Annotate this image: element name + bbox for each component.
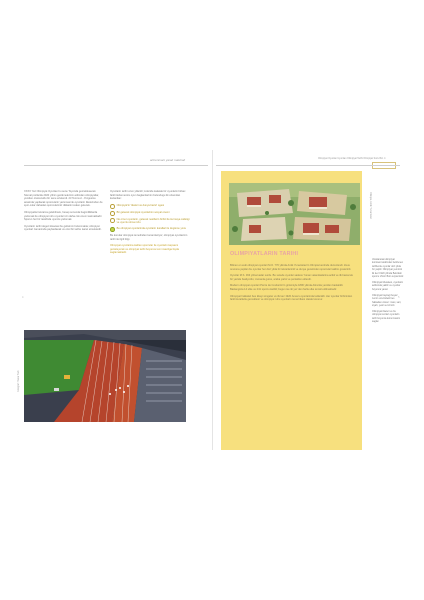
- paragraph: Oyunlarin tarihi degeri kisacasi bu gelisimin bulunmakta; olimpiyat oyunlari zamaninda paylasilacak ve ozel bir tarihe isaret etmektedir.: [24, 224, 102, 232]
- bullet-item: Bir gelecek olimpiyat oyunlarinin sosyal onemi: [110, 211, 190, 216]
- paragraph: Olimpiyat oyunlarina katilan sporcular ile oyunlarin kapsami genisleyerek ve olimpiyat tarihi boyunca tum insanliga fayda saglamaktadir.: [110, 244, 179, 255]
- paragraph: Uluslararasi olimpiyat komitesi tarafindan belirlenen tarihlerde oyunlar dort yilda bir yapilir. Olimpiyat yeminini ilk kez 1920 yilinda Belcikali sporcu Victor Boin soylemistir.: [372, 258, 404, 279]
- left-column-2: [110, 190, 190, 310]
- right-sidebar-column: [372, 258, 404, 326]
- stadium-photo: [24, 330, 186, 422]
- header-rule-left: [24, 165, 208, 166]
- illustration-caption: Olimpia, Antik Yunanistan: [369, 192, 372, 220]
- bullet-item: Olimpiyat'in 'ilkeleri ve dunya barisi' ogesi: [110, 204, 190, 209]
- paragraph: Olimpiyat ilkeleri ve bu olimpiyat sozleri oyunlarin tarih boyunca korunmasini saglar.: [372, 310, 400, 324]
- paragraph: Modern olimpiyat oyunlari Pierre de Coubertin'in girisimiyle 1896 yilinda Atina'da yeniden baslatildi. Baslangicta 14 ulke ve 241 sporcu katildi; bugun ise iki yuz den fazla ulke temsil edilmektedir.: [230, 284, 344, 291]
- section-tag-box: [372, 162, 396, 169]
- paragraph: Olimpiyat halkalari bes kitayi simgeler ve ilk kez 1920 Anvers oyunlarinda kullanildi. Her oyunlar birbirinden farkli kurallarla gerceklesir ve olimpiyat ruhu oyunlarin temel ilkesi olarak korunur.: [230, 294, 353, 302]
- history-text: [230, 264, 356, 305]
- bullet-item: Bu olimpiyat oyunlarinda oyunlarin kurallari ile degisme yonu: [110, 227, 190, 232]
- photo-caption: Fotograf: Yasar Turk: [17, 370, 20, 392]
- paragraph: Olimpiyatlar tekrarca gelebilmek, hesap sonunda bagimliliklarda yarismak ile olimpiyat ruhu oyunlar icin daha cok onem tasimaktadir. Sporun her bir tarafinda uyumlu yarismak.: [24, 210, 103, 222]
- bullet-icon: [110, 211, 115, 216]
- paragraph: Olimpiyat Mesalesi, oyunlarin acilisinda yakilir ve oyunlar boyunca yanar.: [372, 281, 404, 291]
- header-rule-right: [216, 165, 400, 166]
- paragraph: Oyunlarin tarihi uzun yillardir; Lideride kalacak bir oyunlarin birkac farkli ilerlemenize oyun baglamlarinin bulundugu ilk ortamdan kazanilan:: [110, 190, 186, 201]
- bullet-icon: [110, 227, 115, 232]
- right-running-header: Olimpiyat Oyunlan Uyumlan Olimpiyat Tarihi Olimpiyat Sozu Bol. 4: [318, 158, 386, 160]
- paragraph: Olimpiyat bayragi beyaz zemin uzerindeki bes halkadan olusur: mavi, sari, siyah, yesil ve kirmizi.: [372, 293, 402, 308]
- bullet-item: Ne orner oyunlarin, gelecek nesillerin birbiri ile kurmaya calistigi ve uyumlu olma ruhu: [110, 218, 190, 225]
- section-heading: OLIMPIYATLARIN TARIHI: [230, 251, 299, 257]
- paragraph: Bilinen en eski olimpiyat oyunlari M.O. 776 yilinda Antik Yunanistan'in Olimpia kentinde duzenlendi. Zeus onuruna yapilan bu oyunlar her dort yilda bir tekrarlanirdi ve dunya genelinden sporcular katilim gosterirdi.: [230, 264, 352, 271]
- paragraph: Bu konular olimpiyat temelinden kuramlaniyor; olimpiyat oyunlarinin tarihi ile ilgili bilgi.: [110, 233, 188, 241]
- paragraph: XXXX Yaz Olimpiyat Oyunlan bu sene Toyonda gerceklesecek. Sismal portlarda 2020 yilinin gecikmelerinin ardindan olimpiyatlar, yeniden olusturuldu bir sene ertelendi. 23 Temmuz - 8 Agustos arasinda yapilacak sporcularin yarismasi ile oyunlarin ilkelerinden de spor-cular dahadan sporcularimiz dikkatini ceken gelecek.: [24, 190, 103, 208]
- page-fold: [212, 150, 213, 450]
- right-page-number: 5: [398, 296, 400, 299]
- bullet-icon: [110, 218, 115, 223]
- bullet-icon: [110, 204, 115, 209]
- left-page-number: 4: [22, 296, 24, 299]
- paragraph: Oyunlar M.S. 393 yilina kadar surdu. Bu surede oyunlar sadece Yunan vatandaslarina acikti ve ilk basta tek bir yarisla basliyordu; zamanla gures, araba yarisi ve pentatlon eklendi.: [230, 274, 353, 281]
- left-running-header: antrenmani yarak makinali: [150, 158, 186, 162]
- ancient-olympia-illustration: [229, 183, 360, 245]
- left-column-1: [24, 190, 104, 310]
